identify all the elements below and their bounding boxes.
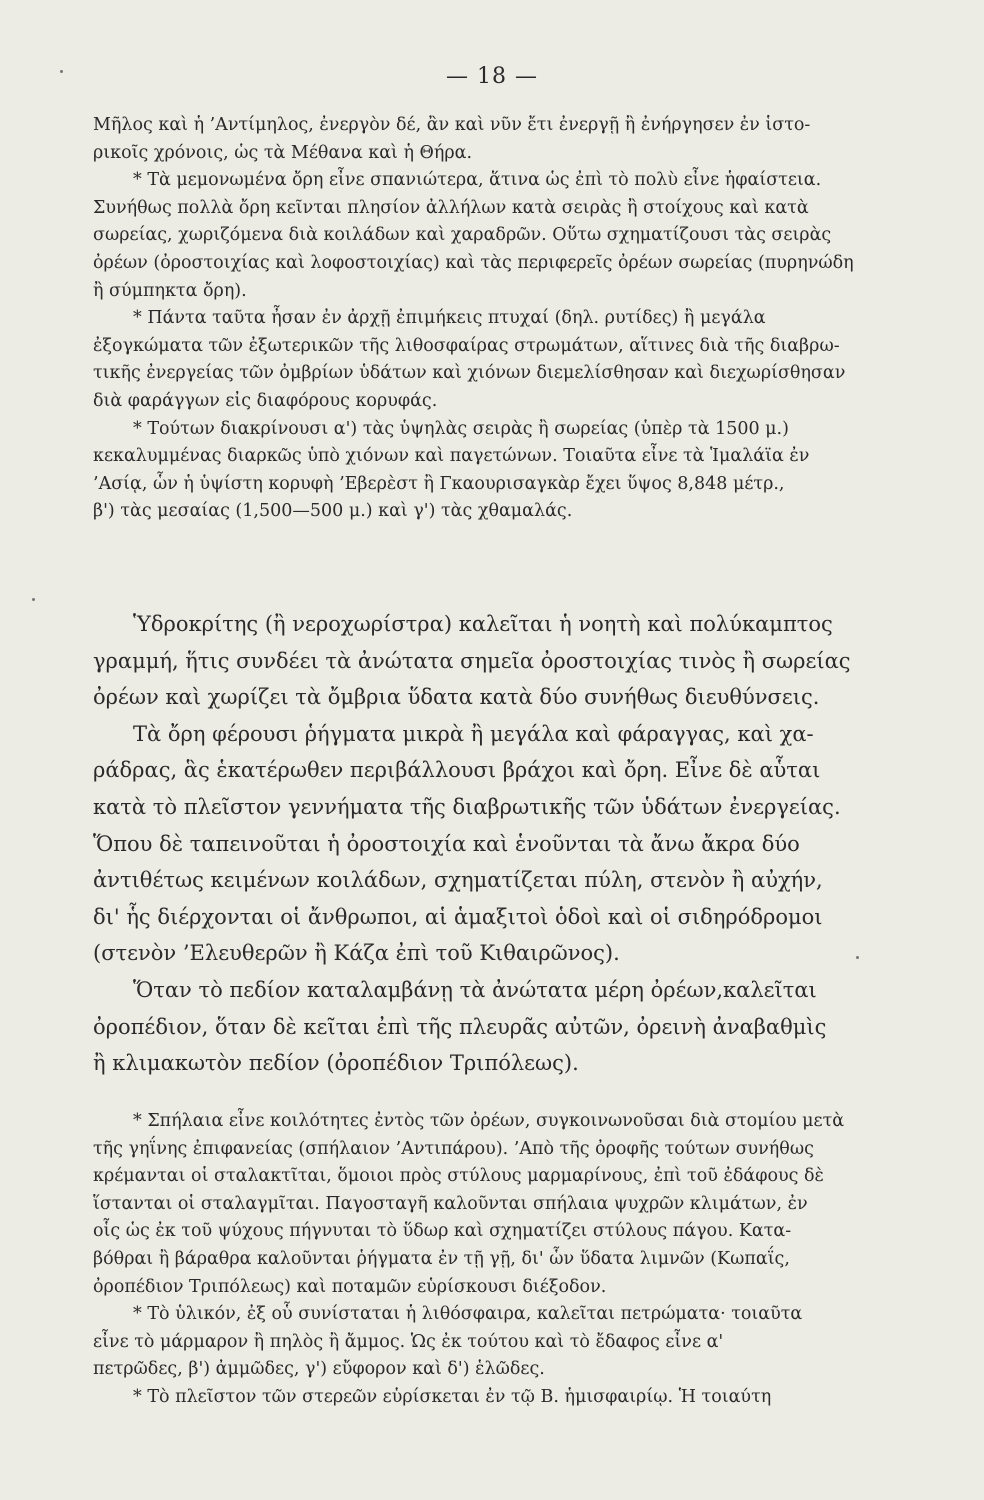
text-line: * Τὸ ὑλικόν, ἐξ οὗ συνίσταται ἡ λιθόσφαιρα, καλεῖται πετρώματα· τοιαῦτα: [133, 1304, 803, 1325]
text-block-middle: [93, 606, 920, 1082]
text-line: ρικοῖς χρόνοις, ὡς τὰ Μέθανα καὶ ἡ Θήρα.: [93, 142, 473, 163]
text-line: ἐξογκώματα τῶν ἐξωτερικῶν τῆς λιθοσφαίρας στρωμάτων, αἵτινες διὰ τῆς διαβρω-: [93, 335, 840, 356]
page-number: — 18 —: [446, 64, 538, 89]
text-line: β') τὰς μεσαίας (1,500—500 μ.) καὶ γ') τὰς χθαμαλάς.: [93, 501, 573, 522]
text-line: ἀντιθέτως κειμένων κοιλάδων, σχηματίζεται πύλη, στενὸν ἢ αὐχήν,: [93, 868, 823, 893]
text-line: * Πάντα ταῦτα ἦσαν ἐν ἀρχῇ ἐπιμήκεις πτυχαί (δηλ. ρυτίδες) ἢ μεγάλα: [133, 308, 766, 329]
text-line: κατὰ τὸ πλεῖστον γεννήματα τῆς διαβρωτικῆς τῶν ὑδάτων ἐνεργείας.: [93, 794, 841, 819]
text-line: * Τὰ μεμονωμένα ὄρη εἶνε σπανιώτερα, ἅτινα ὡς ἐπὶ τὸ πολὺ εἶνε ἡφαίστεια.: [133, 170, 822, 191]
text-line: Ὅταν τὸ πεδίον καταλαμβάνῃ τὰ ἀνώτατα μέρη ὀρέων,καλεῖται: [133, 977, 817, 1002]
text-line: τῆς γηΐνης ἐπιφανείας (σπήλαιον ’Αντιπάρου). ’Απὸ τῆς ὀροφῆς τούτων συνήθως: [93, 1138, 814, 1159]
text-line: * Τὸ πλεῖστον τῶν στερεῶν εὑρίσκεται ἐν τῷ Β. ἡμισφαιρίῳ. Ἡ τοιαύτη: [133, 1386, 772, 1407]
text-line: ὀρέων (ὀροστοιχίας καὶ λοφοστοιχίας) καὶ τὰς περιφερεῖς ὀρέων σωρείας (πυρηνώδη: [93, 252, 854, 273]
text-line: ἢ κλιμακωτὸν πεδίον (ὀροπέδιον Τριπόλεως).: [93, 1051, 579, 1076]
text-line: ἵστανται οἱ σταλαγμῖται. Παγοσταγῆ καλοῦνται σπήλαια ψυχρῶν κλιμάτων, ἐν: [93, 1193, 808, 1214]
text-line: κεκαλυμμένας διαρκῶς ὑπὸ χιόνων καὶ παγετώνων. Τοιαῦτα εἶνε τὰ Ἱμαλάϊα ἐν: [93, 446, 810, 467]
text-line: * Τούτων διακρίνουσι α') τὰς ὑψηλὰς σειρὰς ἢ σωρείας (ὑπὲρ τὰ 1500 μ.): [133, 418, 789, 439]
text-line: ὀροπέδιον, ὅταν δὲ κεῖται ἐπὶ τῆς πλευρᾶς αὐτῶν, ὀρεινὴ ἀναβαθμὶς: [93, 1014, 827, 1039]
text-block-bottom: [93, 1108, 920, 1412]
paper-speck: [60, 70, 63, 73]
text-line: οἷς ὡς ἐκ τοῦ ψύχους πήγνυται τὸ ὕδωρ καὶ σχηματίζει στύλους πάγου. Κατα-: [93, 1221, 792, 1242]
text-line: ἢ σύμπηκτα ὄρη).: [93, 280, 247, 301]
text-line: σωρείας, χωριζόμενα διὰ κοιλάδων καὶ χαραδρῶν. Οὕτω σχηματίζουσι τὰς σειρὰς: [93, 225, 832, 246]
text-line: ὀρέων καὶ χωρίζει τὰ ὄμβρια ὕδατα κατὰ δύο συνήθως διευθύνσεις.: [93, 685, 820, 710]
text-line: πετρῶδες, β') ἀμμῶδες, γ') εὔφορον καὶ δ') ἑλῶδες.: [93, 1359, 545, 1380]
text-line: γραμμή, ἥτις συνδέει τὰ ἀνώτατα σημεῖα ὀροστοιχίας τινὸς ἢ σωρείας: [93, 648, 851, 673]
text-line: δι' ἧς διέρχονται οἱ ἄνθρωποι, αἱ ἁμαξιτοὶ ὁδοὶ καὶ οἱ σιδηρόδρομοι: [93, 904, 823, 929]
text-line: Συνήθως πολλὰ ὄρη κεῖνται πλησίον ἀλλήλων κατὰ σειρὰς ἢ στοίχους καὶ κατὰ: [93, 197, 809, 218]
text-block-top: [93, 112, 920, 526]
text-line: βόθραι ἢ βάραθρα καλοῦνται ῥήγματα ἐν τῇ γῇ, δι' ὧν ὕδατα λιμνῶν (Κωπαΐς,: [93, 1248, 790, 1269]
text-line: * Σπήλαια εἶνε κοιλότητες ἐντὸς τῶν ὀρέων, συγκοινωνοῦσαι διὰ στομίου μετὰ: [133, 1111, 845, 1131]
text-line: (στενὸν ’Ελευθερῶν ἢ Κάζα ἐπὶ τοῦ Κιθαιρῶνος).: [93, 941, 620, 966]
text-line: Μῆλος καὶ ἡ ’Αντίμηλος, ἐνεργὸν δέ, ἂν καὶ νῦν ἔτι ἐνεργῇ ἢ ἐνήργησεν ἐν ἱστο-: [93, 115, 811, 135]
text-line: κρέμανται οἱ σταλακτῖται, ὅμοιοι πρὸς στύλους μαρμαρίνους, ἐπὶ τοῦ ἐδάφους δὲ: [93, 1166, 824, 1187]
text-line: εἶνε τὸ μάρμαρον ἢ πηλὸς ἢ ἄμμος. Ὡς ἐκ τούτου καὶ τὸ ἔδαφος εἶνε α': [93, 1331, 724, 1352]
text-line: διὰ φαράγγων εἰς διαφόρους κορυφάς.: [93, 390, 438, 411]
text-line: τικῆς ἐνεργείας τῶν ὀμβρίων ὑδάτων καὶ χιόνων διεμελίσθησαν καὶ διεχωρίσθησαν: [93, 363, 846, 384]
paper-speck: [856, 956, 859, 959]
text-line: Ὅπου δὲ ταπεινοῦται ἡ ὀροστοιχία καὶ ἑνοῦνται τὰ ἄνω ἄκρα δύο: [93, 831, 800, 856]
text-line: ράδρας, ἃς ἑκατέρωθεν περιβάλλουσι βράχοι καὶ ὄρη. Εἶνε δὲ αὗται: [93, 758, 821, 783]
text-line: Ὑδροκρίτης (ἢ νεροχωρίστρα) καλεῖται ἡ νοητὴ καὶ πολύκαμπτος: [133, 612, 833, 636]
text-line: Τὰ ὄρη φέρουσι ῥήγματα μικρὰ ἢ μεγάλα καὶ φάραγγας, καὶ χα-: [133, 721, 814, 746]
text-line: ὀροπέδιον Τριπόλεως) καὶ ποταμῶν εὑρίσκουσι διέξοδον.: [93, 1276, 607, 1297]
paper-speck: [32, 598, 35, 601]
text-line: ’Ασίᾳ, ὧν ἡ ὑψίστη κορυφὴ ’Εβερὲστ ἢ Γκαουρισαγκὰρ ἔχει ὕψος 8,848 μέτρ.,: [93, 473, 785, 494]
